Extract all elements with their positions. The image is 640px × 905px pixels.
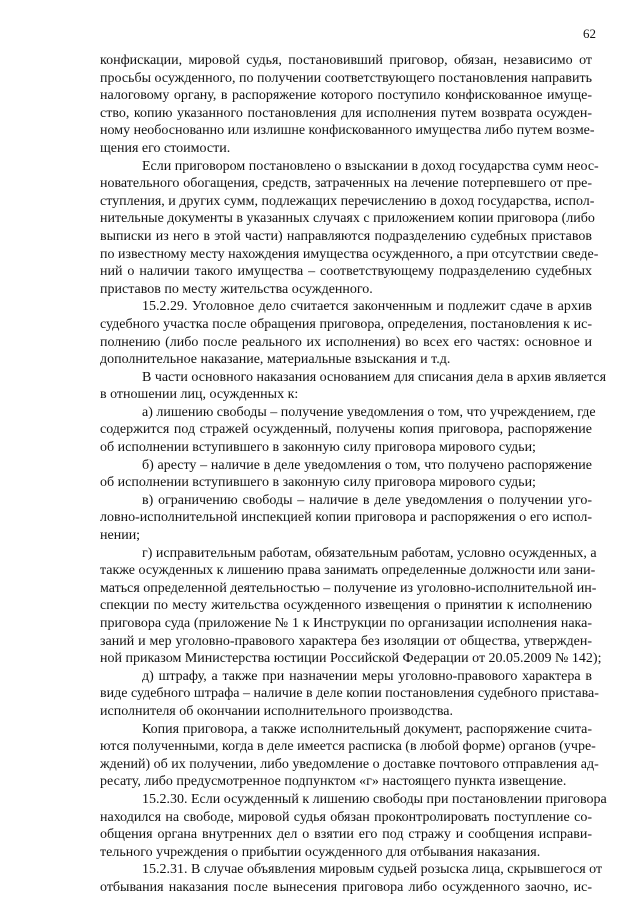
text-line: новательного обогащения, средств, затраченных на лечение потерпевшего от пре- [100,176,592,192]
text-line: об исполнении вступившего в законную силу приговора мирового судьи; [100,440,536,456]
paragraph [100,545,602,668]
text-line: ждений) об их получении, либо уведомление о доставке почтового отправления ад- [100,756,599,772]
paragraph [100,158,599,299]
text-line: д) штрафу, а также при назначении меры уголовно-правового характера в [142,668,592,684]
text-line: ной приказом Министерства юстиции Российской Федерации от 20.05.2009 № 142); [100,651,602,667]
text-line: г) исправительным работам, обязательным работам, условно осужденных, а [142,545,597,561]
text-line: 15.2.30. Если осужденный к лишению свободы при постановлении приговора [142,791,607,807]
text-line: приставов по месту жительства осужденного. [100,281,373,297]
text-line: по известному месту нахождения имущества осужденного, а при отсутствии сведе- [100,246,599,262]
text-line: исполнителя об окончании исполнительного производства. [100,703,453,719]
text-line: Если приговором постановлено о взыскании в доход государства сумм неос- [142,158,599,174]
text-line: маться определенной деятельностью – получение из уголовно-исполнительной ин- [100,580,597,596]
text-line: приговора суда (приложение № 1 к Инструкции по организации исполнения нака- [100,616,592,631]
paragraph [100,457,592,492]
text-line: ство, копию указанного постановления для исполнения путем возврата осужден- [100,105,592,121]
text-line: б) аресту – наличие в деле уведомления о том, что получено распоряжение [142,457,592,473]
text-line: также осужденных к лишению права занимать определенные должности или зани- [100,563,596,579]
text-line: 15.2.31. В случае объявления мировым судьей розыска лица, скрывшегося от [142,862,603,878]
text-line: ресату, либо предусмотренное подпунктом «г» настоящего пункта извещение. [100,774,567,790]
paragraph [100,791,607,861]
text-line: выписки из него в этой части) направляются подразделению судебных приставов [100,228,592,244]
text-line: отбывания наказания после вынесения приговора либо осужденного заочно, ис- [100,879,592,895]
text-line: щения его стоимости. [100,140,231,156]
text-line: нительные документы в указанных случаях с приложением копии приговора (либо [100,211,595,227]
text-line: находился на свободе, мировой судья обязан проконтролировать поступление со- [100,809,592,825]
paragraph [100,861,603,896]
text-line: виде судебного штрафа – наличие в деле копии постановления судебного пристава- [100,686,599,702]
text-line: нении; [100,528,141,544]
text-line: заний и мер уголовно-правового характера без изоляции от общества, утвержден- [100,633,592,649]
paragraph [100,668,599,721]
text-line: 15.2.29. Уголовное дело считается законченным и подлежит сдаче в архив [142,299,592,315]
text-line: конфискации, мировой судья, постановивший приговор, обязан, независимо от [100,53,592,68]
paragraph [100,721,599,791]
text-line: просьбы осужденного, по получении соответствующего постановления направить [100,70,592,86]
text-line: ются полученными, когда в деле имеется расписка (в любой форме) органов (учре- [100,739,596,755]
text-line: Копия приговора, а также исполнительный документ, распоряжение счита- [142,721,592,737]
text-line: спекции по месту жительства осужденного извещения о принятии к исполнению [100,598,592,614]
text-line: полнению (либо после реального их исполнения) во всех его частях: основное и [100,334,592,350]
page-number: 62 [583,26,596,41]
text-line: дополнительное наказание, материальные взыскания и т.д. [100,352,451,368]
paragraph [100,492,592,545]
text-line: общения органа внутренних дел о взятии его под стражу и сообщения исправи- [100,827,592,843]
text-line: судебного участка после обращения приговора, определения, постановления к ис- [100,316,592,332]
text-line: содержится под стражей осужденный, получены копия приговора, распоряжение [100,422,592,438]
paragraph [100,369,607,404]
text-line: в) ограничению свободы – наличие в деле уведомления о получении уго- [142,492,592,508]
text-line: налоговому органу, в распоряжение которого поступило конфискованное имуще- [100,88,592,104]
document-body [100,52,607,897]
text-line: В части основного наказания основанием для списания дела в архив является [142,369,607,385]
text-line: а) лишению свободы – получение уведомления о том, что учреждением, где [142,404,596,420]
text-line: об исполнении вступившего в законную силу приговора мирового судьи; [100,475,536,491]
text-line: ному необоснованно или излишне конфискованного имущества либо путем возме- [100,123,595,139]
text-line: в отношении лиц, осужденных к: [100,387,299,403]
text-line: ловно-исполнительной инспекцией копии приговора и распоряжения о его испол- [100,510,592,526]
paragraph [100,298,592,368]
paragraph [100,52,595,158]
text-line: ний о наличии такого имущества – соответствующему подразделению судебных [100,264,592,280]
text-line: ступления, и других сумм, подлежащих перечислению в доход государства, испол- [100,193,595,209]
text-line: тельного учреждения о прибытии осужденного для отбывания наказания. [100,844,541,860]
paragraph [100,404,596,457]
